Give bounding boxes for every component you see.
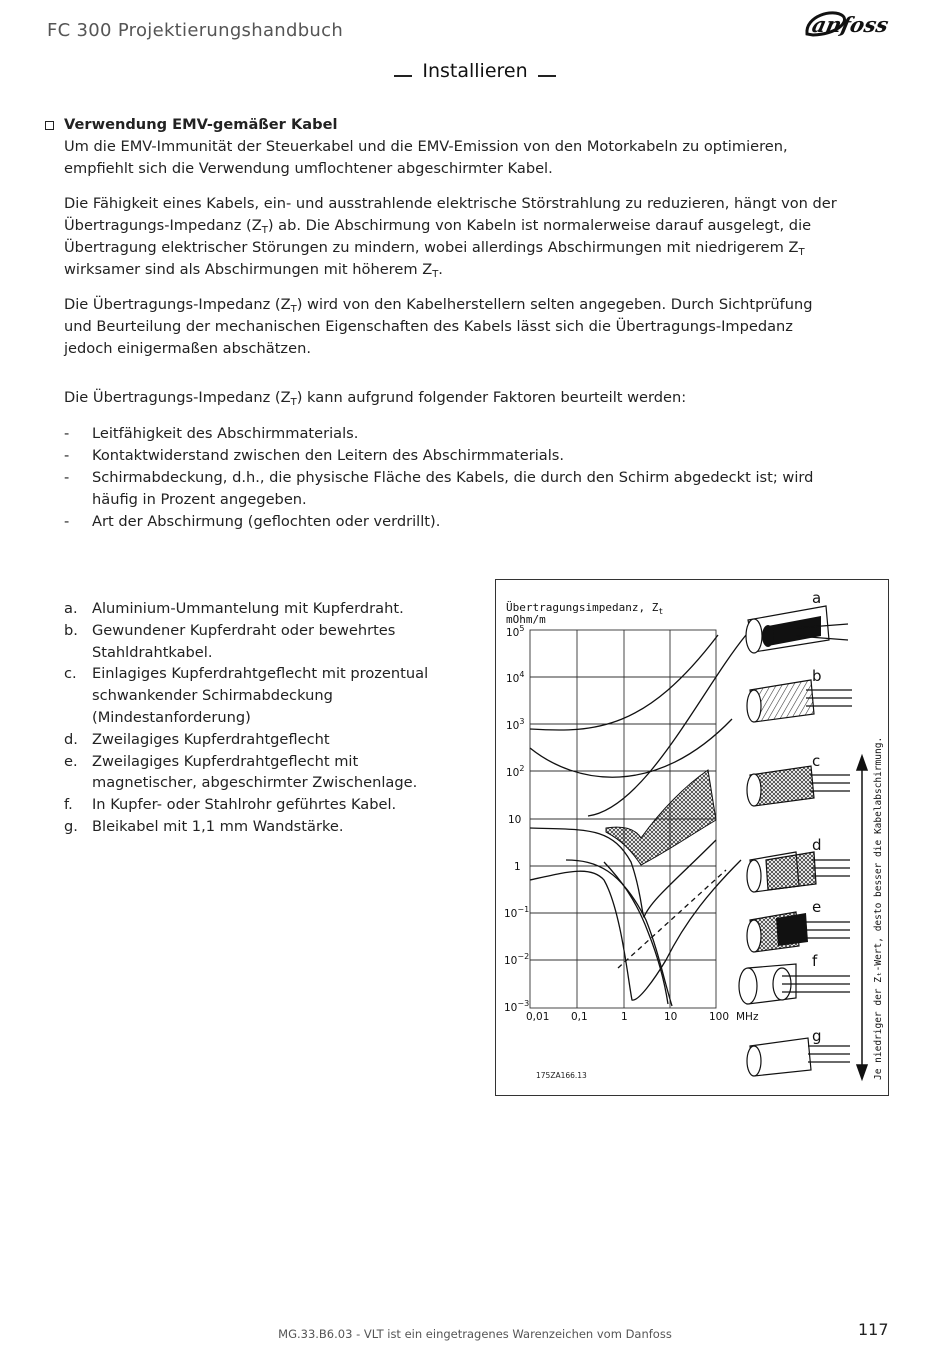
impedance-text-c: wirksamer sind als Abschirmungen mit höherem Z [64, 261, 433, 278]
x-tick-label: 10 [664, 1011, 678, 1023]
factors-list [64, 423, 844, 533]
list-item-text: Gewundener Kupferdraht oder bewehrtes Stahldrahtkabel. [92, 621, 396, 661]
zt-subscript: T [290, 304, 297, 315]
curve-f [566, 860, 672, 1006]
list-item-text: Bleikabel mit 1,1 mm Wandstärke. [92, 817, 344, 835]
list-letter: e. [64, 752, 78, 770]
list-item-text: Art der Abschirmung (geflochten oder verdrillt). [92, 513, 441, 530]
cable-g-icon [747, 1038, 850, 1076]
list-dash: - [64, 513, 70, 530]
cable-types-list [64, 598, 444, 838]
list-item [64, 511, 844, 533]
zt-subscript: T [798, 247, 805, 258]
danfoss-logo [803, 4, 913, 42]
section-title [0, 60, 950, 82]
figure-x-ticks [526, 1011, 759, 1023]
list-dash: - [64, 447, 70, 464]
factors-intro-text-a: Die Übertragungs-Impedanz (Z [64, 389, 291, 406]
figure-ylabel-text: Übertragungsimpedanz, Z [506, 601, 659, 614]
factors-intro-text-b: ) kann aufgrund folgender Faktoren beurteilt werden: [296, 389, 687, 406]
intro-paragraph: Um die EMV-Immunität der Steuerkabel und die EMV-Emission von den Motorkabeln zu optimieren, empfiehlt sich die Verwendung umflochtener abgeschirmter Kabel. [64, 138, 788, 177]
section-dash-left [394, 75, 412, 77]
figure-y-ticks [504, 624, 529, 1014]
curve-limit-dashed [618, 870, 726, 968]
y-tick-label: $10^{-3}$ [504, 999, 530, 1014]
figure-ylabel-unit: mOhm/m [506, 613, 546, 626]
svg-text:anfoss: anfoss [809, 13, 891, 38]
list-item [64, 794, 444, 816]
list-item-text: Schirmabdeckung, d.h., die physische Fläche des Kabels, die durch den Schirm abgedeckt ist; wird häufig in Prozent angegeben. [92, 469, 814, 508]
zt-subscript: T [290, 397, 297, 408]
y-tick-label: 1 [514, 861, 521, 873]
list-letter: f. [64, 796, 73, 814]
cable-label: c [812, 752, 821, 770]
list-letter: g. [64, 817, 78, 835]
list-letter: d. [64, 730, 78, 748]
heading-checkbox-icon [45, 121, 54, 130]
curve-e [530, 860, 741, 1000]
manufacturer-paragraph [64, 294, 844, 360]
list-item-text: Zweilagiges Kupferdrahtgeflecht mit magnetischer, abgeschirmter Zwischenlage. [92, 752, 418, 792]
zt-subscript: T [261, 225, 268, 236]
zt-subscript: T [432, 269, 439, 280]
figure-side-note: Je niedriger der Zₜ-Wert, desto besser die Kabelabschirmung. [873, 736, 884, 1080]
y-tick-label: $10^3$ [506, 717, 525, 732]
manufacturer-text-b: ) wird von den Kabelherstellern selten angegeben. Durch Sichtprüfung und Beurteilung der mechanischen Eigenschaften des Kabels lässt sich die Übertragungs-Impedanz jedoch einigermaßen abschätzen. [64, 296, 813, 357]
impedance-paragraph [64, 193, 844, 281]
transfer-impedance-figure [495, 579, 889, 1096]
cable-label: e [812, 898, 822, 916]
improvement-arrow [857, 756, 867, 1079]
list-item [64, 423, 844, 445]
impedance-text-a: Die Fähigkeit eines Kabels, ein- und ausstrahlende elektrische Störstrahlung zu reduzieren, hängt von der Übertragungs-Impedanz (Z [64, 195, 837, 234]
list-item-text: Zweilagiges Kupferdrahtgeflecht [92, 730, 330, 748]
section-dash-right [538, 75, 556, 77]
list-letter: b. [64, 621, 78, 639]
list-letter: c. [64, 665, 77, 683]
list-item [64, 729, 444, 751]
figure-ylabel-sub: t [658, 607, 664, 616]
impedance-text-b: ) ab. Die Abschirmung von Kabeln ist normalerweise darauf ausgelegt, die Übertragung elektrischer Störungen zu mindern, wobei allerdings Abschirmungen mit niedrigerem Z [64, 217, 812, 256]
curve-a [588, 635, 746, 816]
cable-label: d [812, 836, 822, 854]
list-dash: - [64, 469, 70, 486]
cable-label: g [812, 1027, 822, 1045]
list-item [64, 816, 444, 838]
curve-c [530, 719, 732, 777]
y-tick-label: $10^{-2}$ [504, 952, 530, 967]
cable-d-icon [747, 852, 850, 892]
y-tick-label: $10^5$ [506, 624, 525, 639]
manufacturer-text-a: Die Übertragungs-Impedanz (Z [64, 296, 291, 313]
list-item-text: In Kupfer- oder Stahlrohr geführtes Kabel. [92, 796, 397, 814]
section-title-text: Installieren [422, 60, 528, 82]
y-tick-label: $10^{-1}$ [504, 905, 530, 920]
list-item-text: Kontaktwiderstand zwischen den Leitern des Abschirmmaterials. [92, 447, 565, 464]
y-tick-label: 10 [508, 814, 522, 826]
x-tick-label: 0,1 [571, 1011, 588, 1023]
page-number: 117 [858, 1320, 889, 1339]
subsection-heading [64, 114, 844, 136]
cable-label: a [812, 589, 822, 607]
list-item [64, 751, 444, 795]
x-tick-label: 100 [709, 1011, 730, 1023]
cable-e-icon [747, 912, 850, 952]
list-item [64, 467, 844, 511]
list-letter: a. [64, 600, 78, 617]
list-item [64, 445, 844, 467]
factors-intro-paragraph [64, 387, 844, 409]
list-item [64, 663, 444, 728]
main-content [64, 114, 844, 533]
impedance-text-d: . [438, 261, 443, 278]
x-tick-label: 0,01 [526, 1011, 550, 1023]
list-item-text: Einlagiges Kupferdrahtgeflecht mit prozentual schwankender Schirmabdeckung (Mindestanforderung) [92, 665, 429, 726]
cable-b-icon [747, 680, 852, 722]
cable-label: f [812, 952, 818, 970]
x-tick-label: 1 [621, 1011, 628, 1023]
curve-g [604, 862, 668, 1004]
y-tick-label: $10^4$ [506, 670, 525, 685]
cable-label: b [812, 667, 822, 685]
list-item [64, 598, 444, 620]
figure-svg [496, 580, 890, 1097]
page-footer: MG.33.B6.03 - VLT ist ein eingetragenes Warenzeichen vom Danfoss [278, 1327, 672, 1341]
list-dash: - [64, 425, 70, 442]
cable-c-icon [747, 766, 850, 806]
figure-code: 175ZA166.13 [536, 1071, 587, 1080]
subsection-heading-text: Verwendung EMV-gemäßer Kabel [64, 116, 338, 133]
y-tick-label: $10^2$ [506, 764, 525, 779]
x-unit-label: MHz [736, 1011, 759, 1023]
document-header-title: FC 300 Projektierungshandbuch [47, 20, 344, 41]
cable-f-icon [739, 964, 850, 1004]
list-item-text: Leitfähigkeit des Abschirmmaterials. [92, 425, 359, 442]
list-item [64, 620, 444, 664]
cable-a-icon [746, 606, 848, 653]
cable-illustrations [739, 606, 852, 1076]
list-item-text: Aluminium-Ummantelung mit Kupferdraht. [92, 600, 404, 617]
curve-c-band [606, 770, 716, 865]
